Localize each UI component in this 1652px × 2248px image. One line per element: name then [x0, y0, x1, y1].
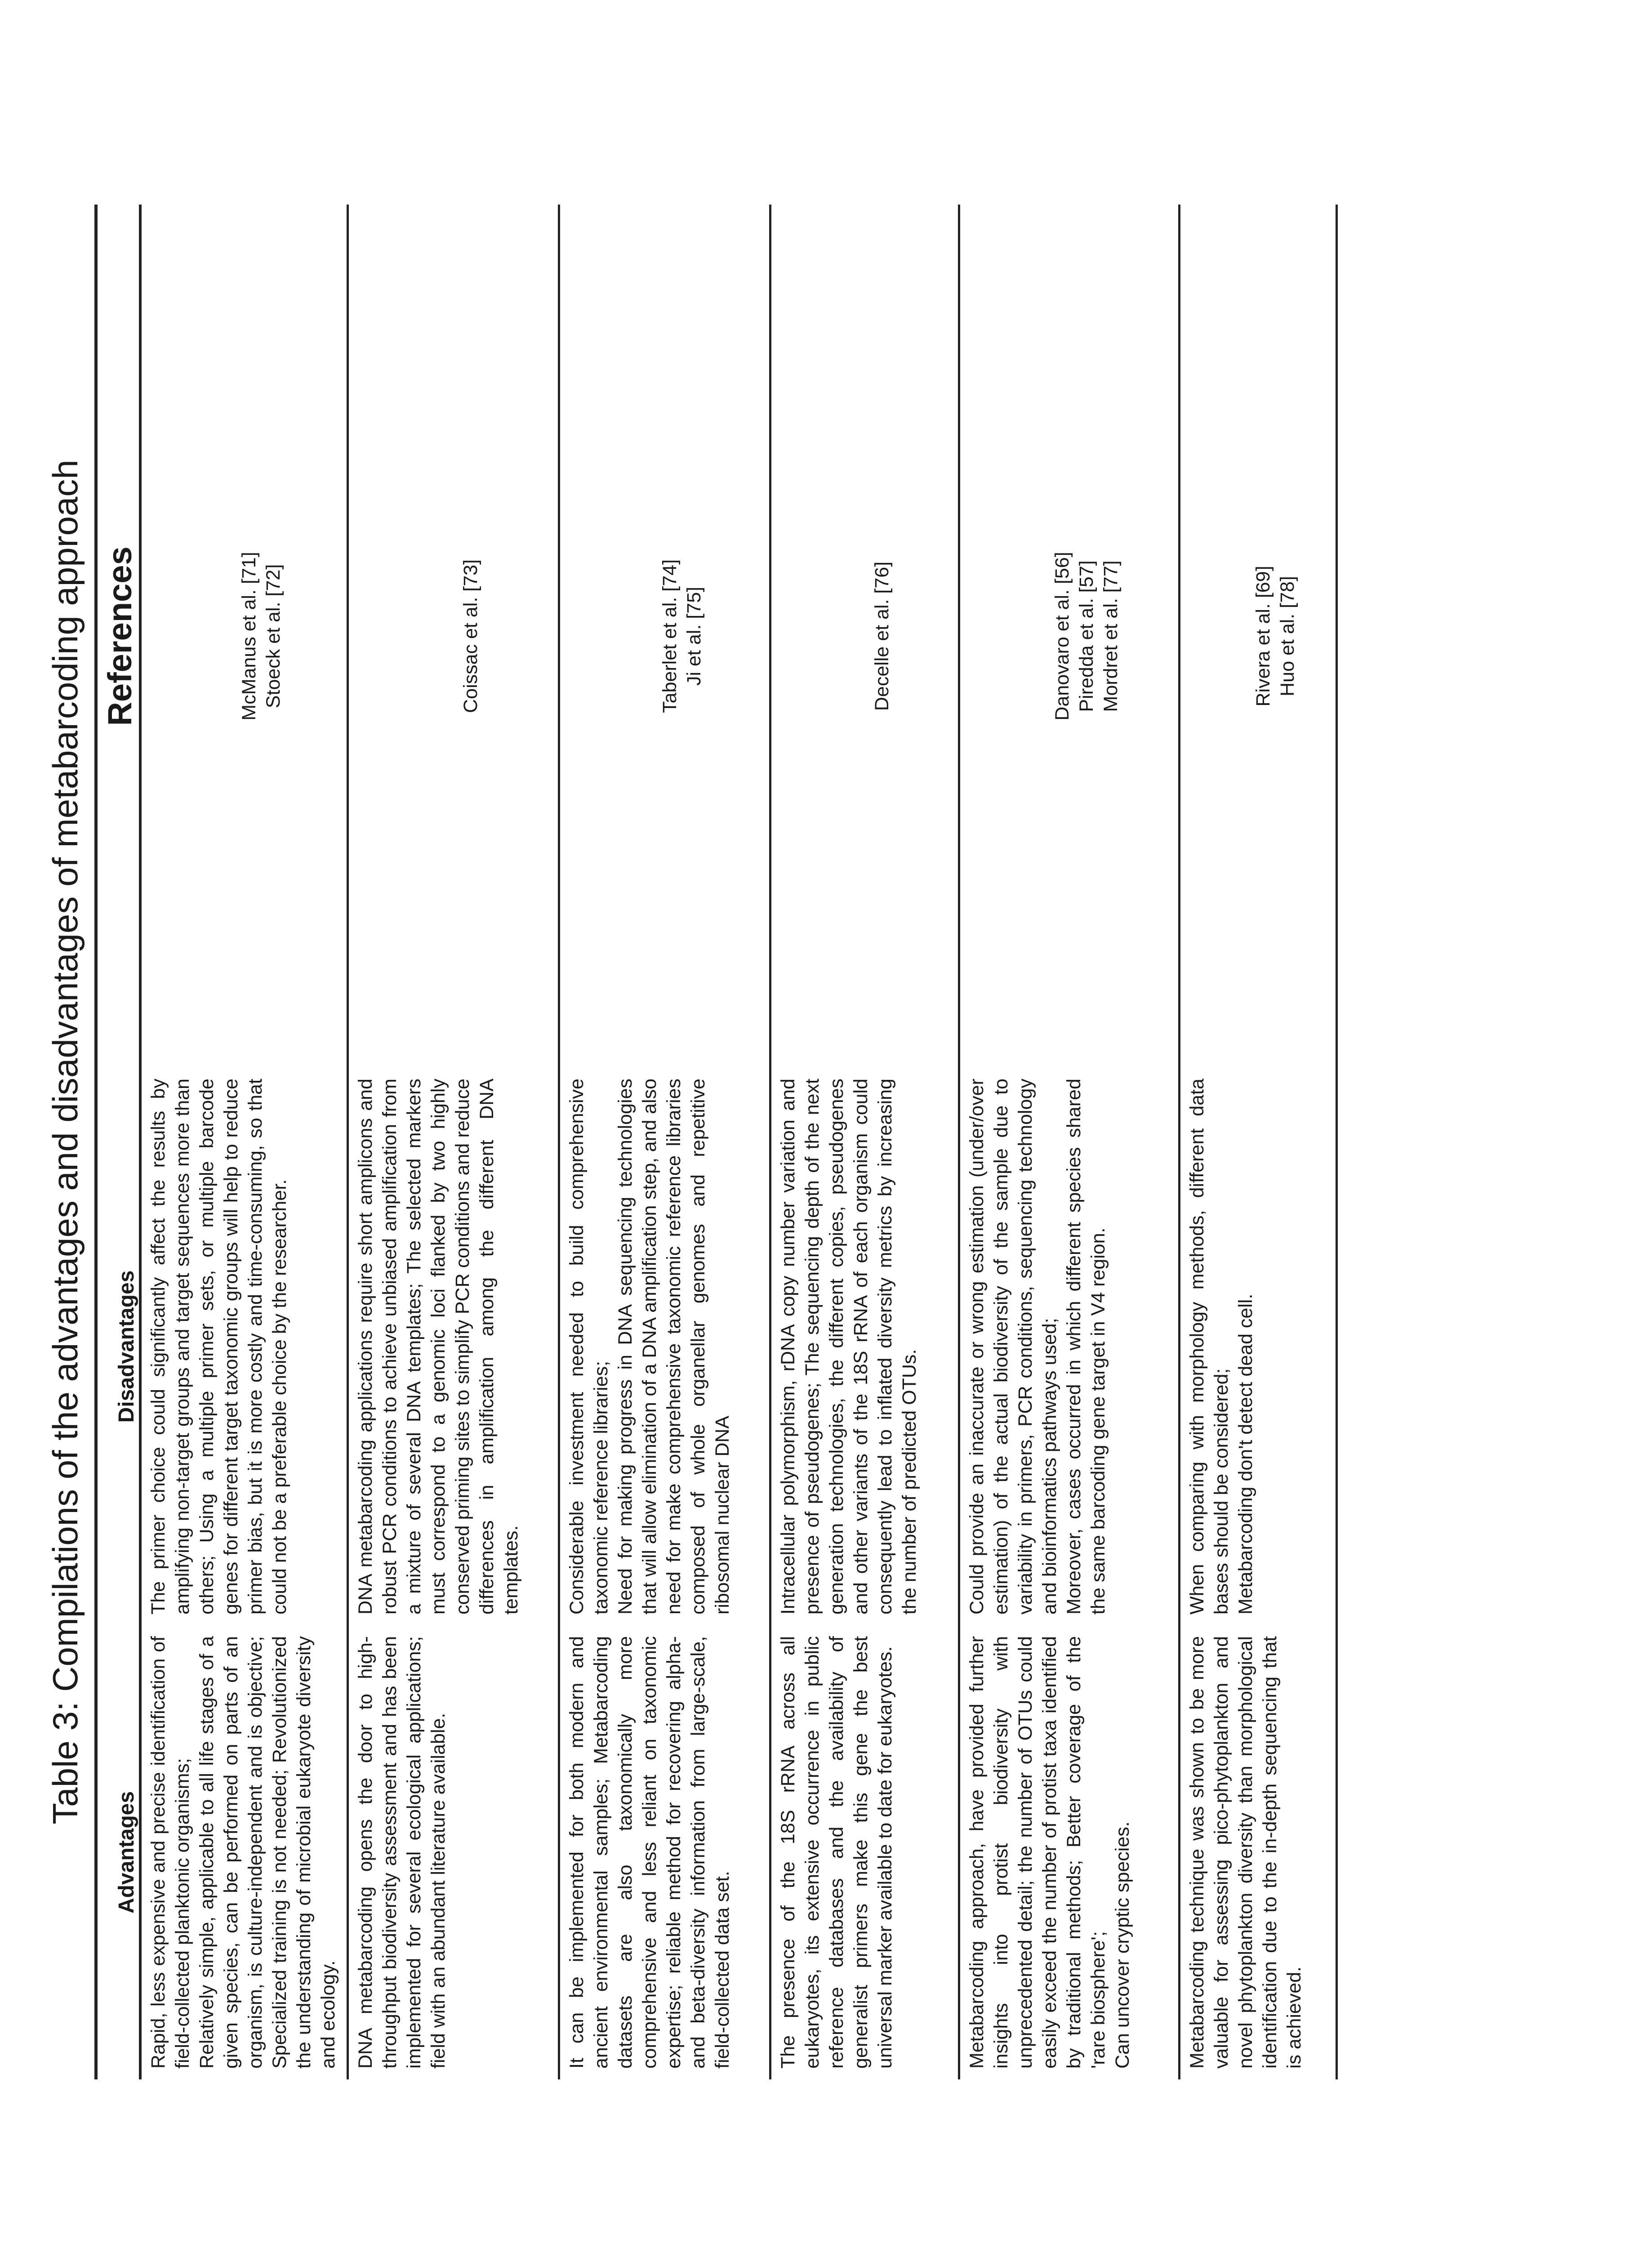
- cell-text: Relatively simple, applicable to all life stages of a given species, can be performed on parts of an organism, is culture-independent and is objective; Specialized training is not needed; Revolutionized the understanding of microbial eukaryote diversity and ecology.: [196, 1636, 339, 2069]
- references-cell: [959, 205, 1180, 1068]
- references-cell: [348, 205, 559, 1068]
- disadvantages-cell: [959, 1068, 1180, 1625]
- disadvantages-cell: [770, 1068, 959, 1625]
- table-title: Table 3: Compilations of the advantages and disadvantages of metabarcoding approach: [45, 459, 85, 1824]
- cell-text: Intracellular polymorphism, rDNA copy number variation and presence of pseudogenes; The sequencing depth of the next generation technologies, the different copies, pseudogenes and other variants of the 18S rRNA of each organism could consequently lead to inflated diversity metrics by increasing the number of predicted OTUs.: [777, 1079, 920, 1615]
- table-header-row: [96, 205, 141, 2079]
- reference-entry: Rivera et al. [69]: [1252, 566, 1274, 707]
- reference-entry: Stoeck et al. [72]: [263, 564, 284, 709]
- table-row: [959, 205, 1180, 2079]
- cell-text: Can uncover cryptic species.: [1112, 1821, 1133, 2069]
- reference-entry: Taberlet et al. [74]: [659, 559, 681, 713]
- table-body: [140, 205, 1337, 2079]
- header-advantages: Advantages: [96, 1625, 141, 2079]
- advantages-cell: [959, 1625, 1180, 2079]
- cell-text: Metabarcoding don't detect dead cell.: [1235, 1293, 1256, 1615]
- references-cell: [559, 205, 770, 1068]
- table-row: [140, 205, 348, 2079]
- advantages-cell: [348, 1625, 559, 2079]
- disadvantages-cell: [1180, 1068, 1337, 1625]
- comparison-table: [94, 205, 1338, 2079]
- reference-entry: Ji et al. [75]: [683, 587, 705, 686]
- cell-text: Considerable investment needed to build comprehensive taxonomic reference libraries;: [566, 1079, 612, 1615]
- reference-entry: McManus et al. [71]: [238, 552, 260, 721]
- reference-entry: Mordret et al. [77]: [1100, 560, 1122, 712]
- advantages-cell: [140, 1625, 348, 2079]
- reference-entry: Danovaro et al. [56]: [1051, 552, 1073, 721]
- cell-text: DNA metabarcoding applications require short amplicons and robust PCR conditions to achieve unbiased amplification from a mixture of several DNA templates; The selected markers must correspond to a genomic loci flanked by two highly conserved priming sites to simplify PCR conditions and reduce differences in amplification among the different DNA templates.: [355, 1079, 522, 1615]
- table-row: [1180, 205, 1337, 2079]
- cell-text: Could provide an inaccurate or wrong estimation (under/over estimation) of the actual biodiversity of the sample due to variability in primers, PCR conditions, sequencing technology and bioinformatics pathways used;: [966, 1079, 1060, 1615]
- header-disadvantages: Disadvantages: [96, 1068, 141, 1625]
- header-references: References: [96, 205, 141, 1068]
- disadvantages-cell: [559, 1068, 770, 1625]
- cell-text: DNA metabarcoding opens the door to high-throughput biodiversity assessment and has been implemented for several ecological applications; field with an abundant literature available.: [355, 1636, 449, 2069]
- references-cell: [770, 205, 959, 1068]
- reference-entry: Huo et al. [78]: [1276, 576, 1298, 696]
- cell-text: Metabarcoding approach, have provided further insights into protist biodiversity with unprecedented detail; the number of OTUs could easily exceed the number of protist taxa identified by traditional methods; Better coverage of the 'rare biosphere';: [966, 1636, 1109, 2069]
- reference-entry: Piredda et al. [57]: [1075, 560, 1097, 712]
- cell-text: Metabarcoding technique was shown to be more valuable for assessing pico-phytoplankton and novel phytoplankton diversity than morphological identification due to the in-depth sequencing that is achieved.: [1186, 1636, 1305, 2069]
- cell-text: Need for making progress in DNA sequencing technologies that will allow elimination of a DNA amplification step, and also need for make comprehensive taxonomic reference libraries composed of whole organellar genomes and repetitive ribosomal nuclear DNA: [614, 1079, 733, 1615]
- rotated-table-page: [36, 205, 1305, 2079]
- cell-text: It can be implemented for both modern and ancient environmental samples; Metabarcoding datasets are also taxonomically more comprehensive and less reliant on taxonomic expertise; reliable method for recovering alpha- and beta-diversity information from large-scale, field-collected data set.: [566, 1636, 733, 2069]
- disadvantages-cell: [140, 1068, 348, 1625]
- advantages-cell: [1180, 1625, 1337, 2079]
- table-row: [348, 205, 559, 2079]
- cell-text: The primer choice could significantly affect the results by amplifying non-target groups and target sequences more than others; Using a multiple primer sets, or multiple barcode genes for different target taxonomic groups will help to reduce primer bias, but it is more costly and time-consuming, so that could not be a preferable choice by the researcher.: [147, 1079, 290, 1615]
- cell-text: The presence of the 18S rRNA across all eukaryotes, its extensive occurrence in public reference databases and the availability of generalist primers make this gene the best universal marker available to date for eukaryotes.: [777, 1636, 896, 2069]
- advantages-cell: [559, 1625, 770, 2079]
- reference-entry: Coissac et al. [73]: [459, 559, 481, 713]
- disadvantages-cell: [348, 1068, 559, 1625]
- cell-text: Moreover, cases occurred in which different species shared the same barcoding gene target in V4 region.: [1063, 1079, 1109, 1615]
- references-cell: [140, 205, 348, 1068]
- cell-text: Rapid, less expensive and precise identification of field-collected planktonic organisms;: [147, 1636, 193, 2069]
- cell-text: When comparing with morphology methods, different data bases should be considered;: [1186, 1079, 1232, 1615]
- advantages-cell: [770, 1625, 959, 2079]
- table-row: [770, 205, 959, 2079]
- references-cell: [1180, 205, 1337, 1068]
- table-row: [559, 205, 770, 2079]
- reference-entry: Decelle et al. [76]: [871, 561, 893, 711]
